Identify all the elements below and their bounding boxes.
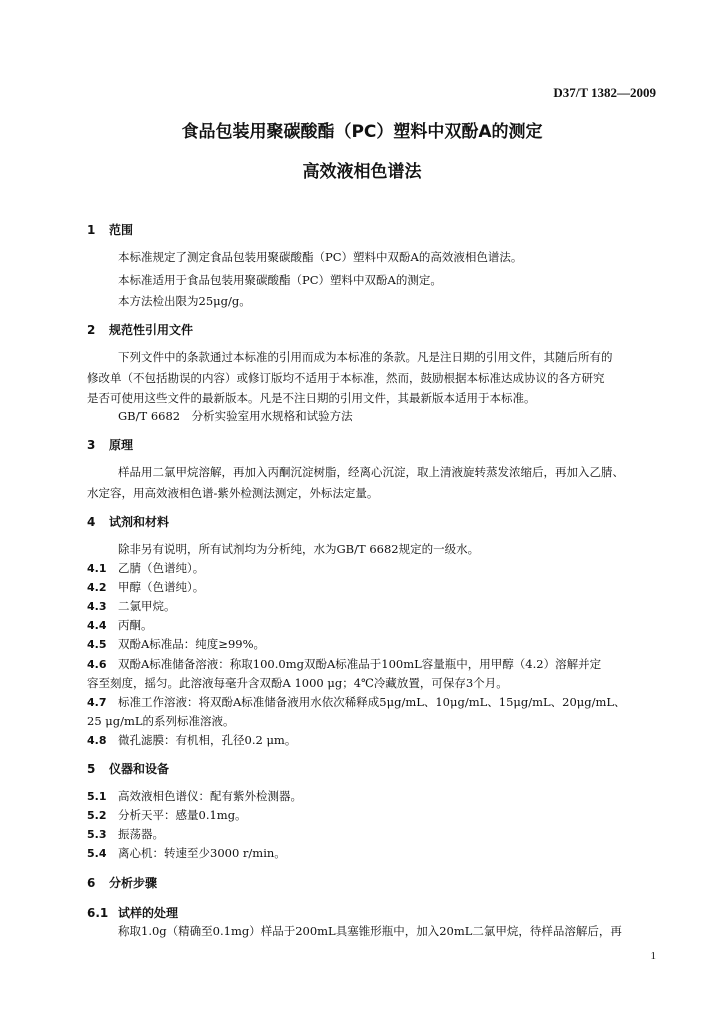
section-title: 仪器和设备 <box>109 762 170 776</box>
section-number: 6 <box>87 876 96 890</box>
paragraph-line: 本标准适用于食品包装用聚碳酸酯（PC）塑料中双酚A的测定。 <box>118 273 442 287</box>
list-item <box>87 694 626 710</box>
section-number: 4 <box>87 515 96 529</box>
item-number: 4.4 <box>87 619 107 632</box>
paragraph-line: 修改单（不包括勘误的内容）或修订版均不适用于本标准，然而，鼓励根据本标准达成协议的各方研究 <box>87 371 605 385</box>
list-item <box>87 826 164 842</box>
list-item-continuation: 容至刻度，摇匀。此溶液每毫升含双酚A 1000 μg；4℃冷藏放置，可保存3个月。 <box>87 676 508 690</box>
item-text: 高效液相色谱仪：配有紫外检测器。 <box>118 789 302 803</box>
item-text: 丙酮。 <box>118 618 153 632</box>
standard-code: D37/T 1382—2009 <box>553 85 656 100</box>
item-text: 标准工作溶液：将双酚A标准储备液用水依次稀释成5μg/mL、10μg/mL、15μg/mL、20μg/mL、 <box>118 695 626 709</box>
list-item <box>87 807 247 823</box>
document-subtitle: 高效液相色谱法 <box>302 162 422 182</box>
item-text: 振荡器。 <box>118 827 164 841</box>
list-item <box>87 598 176 614</box>
section-4-heading <box>87 513 169 530</box>
item-number: 4.8 <box>87 734 107 747</box>
item-number: 4.6 <box>87 658 107 671</box>
list-item <box>87 636 265 652</box>
section-5-heading <box>87 760 169 777</box>
list-item-continuation: 25 μg/mL的系列标准溶液。 <box>87 714 235 728</box>
item-text: 甲醇（色谱纯）。 <box>118 580 205 594</box>
list-item <box>87 656 601 672</box>
section-number: 3 <box>87 438 96 452</box>
section-title: 范围 <box>109 223 134 237</box>
item-number: 4.5 <box>87 638 107 651</box>
item-number: 4.3 <box>87 600 107 613</box>
item-text: 双酚A标准品：纯度≥99%。 <box>118 637 266 651</box>
list-item <box>87 732 296 748</box>
paragraph-line: 称取1.0g（精确至0.1mg）样品于200mL具塞锥形瓶中，加入20mL二氯甲烷，待样品溶解后，再 <box>118 924 622 938</box>
item-number: 5.3 <box>87 828 107 841</box>
item-number: 5.4 <box>87 847 107 860</box>
item-number: 4.2 <box>87 581 107 594</box>
paragraph-line: 样品用二氯甲烷溶解，再加入丙酮沉淀树脂，经离心沉淀，取上清液旋转蒸发浓缩后，再加入乙腈、 <box>118 465 624 479</box>
page-number: 1 <box>650 950 656 962</box>
section-title: 规范性引用文件 <box>109 323 194 337</box>
paragraph-line: 除非另有说明，所有试剂均为分析纯，水为GB/T 6682规定的一级水。 <box>118 542 480 556</box>
item-text: 微孔滤膜：有机相，孔径0.2 μm。 <box>118 733 297 747</box>
item-number: 4.1 <box>87 562 107 575</box>
section-2-heading <box>87 321 193 338</box>
section-3-heading <box>87 436 133 453</box>
subsection-title: 试样的处理 <box>118 906 179 920</box>
list-item <box>87 788 302 804</box>
paragraph-line: 本标准规定了测定食品包装用聚碳酸酯（PC）塑料中双酚A的高效液相色谱法。 <box>118 250 523 264</box>
item-text: 离心机：转速至少3000 r/min。 <box>118 846 286 860</box>
subsection-heading <box>87 904 178 921</box>
section-number: 2 <box>87 323 96 337</box>
section-6-heading <box>87 874 157 891</box>
item-number: 5.1 <box>87 790 107 803</box>
item-number: 5.2 <box>87 809 107 822</box>
section-number: 1 <box>87 223 96 237</box>
list-item <box>87 560 204 576</box>
item-number: 4.7 <box>87 696 107 709</box>
paragraph-line: 是否可使用这些文件的最新版本。凡是不注日期的引用文件，其最新版本适用于本标准。 <box>87 391 536 405</box>
paragraph-line: 本方法检出限为25μg/g。 <box>118 294 251 308</box>
subsection-number: 6.1 <box>87 906 109 920</box>
reference-line: GB/T 6682 分析实验室用水规格和试验方法 <box>118 409 353 423</box>
section-title: 试剂和材料 <box>109 515 170 529</box>
item-text: 乙腈（色谱纯）。 <box>118 561 205 575</box>
item-text: 二氯甲烷。 <box>118 599 176 613</box>
list-item <box>87 579 204 595</box>
section-number: 5 <box>87 762 96 776</box>
list-item <box>87 617 153 633</box>
section-title: 分析步骤 <box>109 876 158 890</box>
paragraph-line: 水定容，用高效液相色谱-紫外检测法测定，外标法定量。 <box>87 486 379 500</box>
section-1-heading <box>87 221 133 238</box>
paragraph-line: 下列文件中的条款通过本标准的引用而成为本标准的条款。凡是注日期的引用文件，其随后所有的 <box>118 350 613 364</box>
section-title: 原理 <box>109 438 134 452</box>
list-item <box>87 845 286 861</box>
item-text: 双酚A标准储备溶液：称取100.0mg双酚A标准品于100mL容量瓶中，用甲醇（4.2）溶解并定 <box>118 657 602 671</box>
document-title: 食品包装用聚碳酸酯（PC）塑料中双酚A的测定 <box>181 122 543 142</box>
item-text: 分析天平：感量0.1mg。 <box>118 808 247 822</box>
